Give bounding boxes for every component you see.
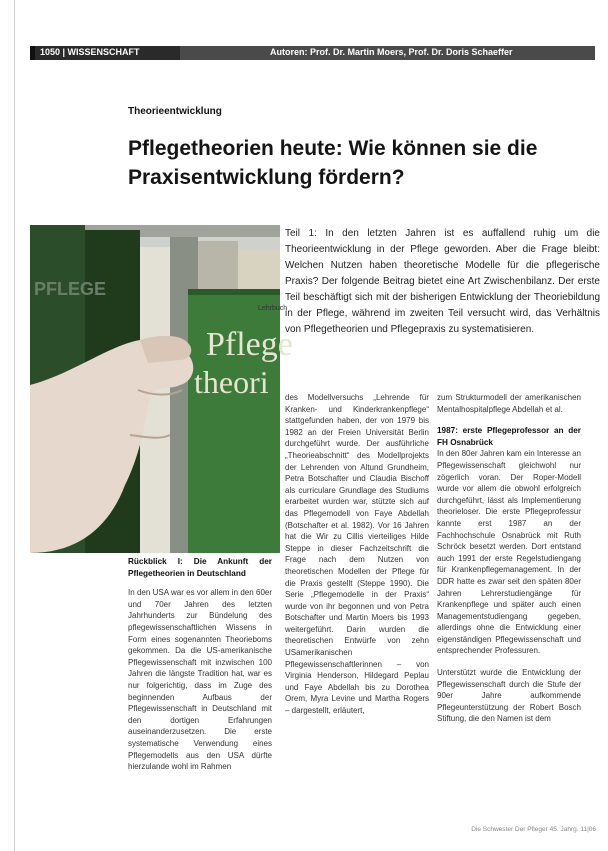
column-3-text-bottom: Unterstützt wurde die Entwicklung der Pflegewissenschaft durch die Stufe der 90er Jahre aufkommende Pflegeunterstützung der Robert Bosch Stiftung, die den Namen ist dem: [437, 668, 581, 724]
lead-paragraph: Teil 1: In den letzten Jahren ist es auffallend ruhig um die Theorieentwicklung in der Pflege geworden. Aber die Frage bleibt: Welchen Nutzen haben theoretische Modelle für die pflegerische Praxis? Der folgende Beitrag bietet eine Art Zwischenbilanz. Der erste Teil beschäftigt sich mit der bisherigen Entwicklung der Theoriebildung in der Pflege, während im zweiten Teil versucht wird, das Verhältnis von Pflegetheorien und Pflegepraxis zu systematisieren.: [285, 228, 600, 335]
page-title: Pflegetheorien heute: Wie können sie die Praxisentwicklung fördern?: [128, 137, 538, 189]
article-photo: [30, 225, 293, 553]
subhead-rueckblick: Rückblick I: Die Ankunft der Pflegetheorien in Deutschland: [128, 557, 272, 578]
section-label: 1050 | WISSENSCHAFT: [40, 47, 140, 57]
column-2-text: des Modellversuchs „Lehrende für Kranken- und Kinderkrankenpflege“ stattgefunden haben, der von 1979 bis 1982 an der Freien Universität Berlin durchgeführt wurde. Der ausführliche „Theorieabschnitt“ des Modellprojekts der Lehrenden von Altund Grundheim, Petra Botschafter und Claudia Bischoff als curriculare Grundlage des Studiums erarbeitet wurden war, stützte sich auf das Pflegemodell von Faye Abdellah (Botschafter et al. 1982). Vor 16 Jahren hat die Wir zu Cillis vierteiliges Hilde Steppe in dieser Fachzeitschrift die Frage nach dem Nutzen von theoretischen Modellen der Pflege für die Praxis gestellt (Steppe 1990). Die Serie „Pflegemodelle in der Praxis“ wurde von ihr begonnen und von Petra Botschafter und Martin Moers bis 1993 weitergeführt. Darin wurden die theoretischen Entwürfe von zehn USamerikanischen Pflegewissenschaftlerinnen – von Virginia Henderson, Hildegard Peplau und Faye Abdellah bis zu Dorothea Orem, Myra Levine und Martha Rogers – dargestellt, erläutert,: [285, 393, 429, 716]
subhead-1987: 1987: erste Pflegeprofessor an der FH Osnabrück: [437, 426, 581, 447]
column-1-text: In den USA war es vor allem in den 60er und 70er Jahren des letzten Jahrhunderts zur Bündelung des pflegewissenschaftlichen Wissens in Form eines sogenannten Theorieboms gekommen. Da die US-amerikanische Pflegewissenschaft mit inzwischen 100 Jahren die längste Tradition hat, war es nur folgerichtig, dass im Zuge des beginnenden Aufbaus der Pflegewissenschaft in Deutschland mit den dortigen Erfahrungen auseinanderzusetzen. Die erste systematische Verwendung eines Pflegemodells aus den USA dürfte hierzulande wohl im Rahmen: [128, 588, 272, 772]
column-1: [128, 556, 272, 773]
photo-spine-small-1: PFLEGE: [34, 279, 107, 299]
photo-title-line-2: theori: [194, 364, 269, 400]
authors-line: Autoren: Prof. Dr. Martin Moers, Prof. Dr. Doris Schaeffer: [270, 47, 513, 57]
photo-title-line-1: Pflege: [206, 326, 293, 363]
footer-source: Die Schwester Der Pfleger 45. Jahrg. 11|06: [471, 826, 596, 833]
column-3-text-top: zum Strukturmodell der amerikanischen Mentalhospitalpflege Abdellah et al.: [437, 393, 581, 414]
photo-spine-small-2: Lehrbuch: [258, 305, 288, 312]
page-edge-line: [14, 0, 15, 851]
column-2: [285, 392, 429, 717]
header-mark: [30, 46, 35, 60]
column-3-text-mid: In den 80er Jahren kam ein Interesse an Pflegewissenschaft gleichwohl nur zögerlich voran. Der Roper-Modell wurde vor allem die obwohl erfolgreich durchgeführt, lässt als Implementierung theorieloser. Die erste Pflegeprofessur kannte erst 1987 an der Fachhochschule Osnabrück mit Ruth Schröck besetzt werden. Dort entstand auch 1991 der erste Regelstudiengang für Krankenpflegemanagement. In der DDR hatte es zwar seit den späten 80er Jahren Lehrerstudiengänge für Krankenpflege und später auch einen Managementstudiengang gegeben, allerdings ohne die Entwicklung einer eigenständigen Pflegewissenschaft und entsprechender Professuren.: [437, 449, 581, 656]
column-3: [437, 392, 581, 725]
kicker: Theorieentwicklung: [128, 106, 222, 117]
